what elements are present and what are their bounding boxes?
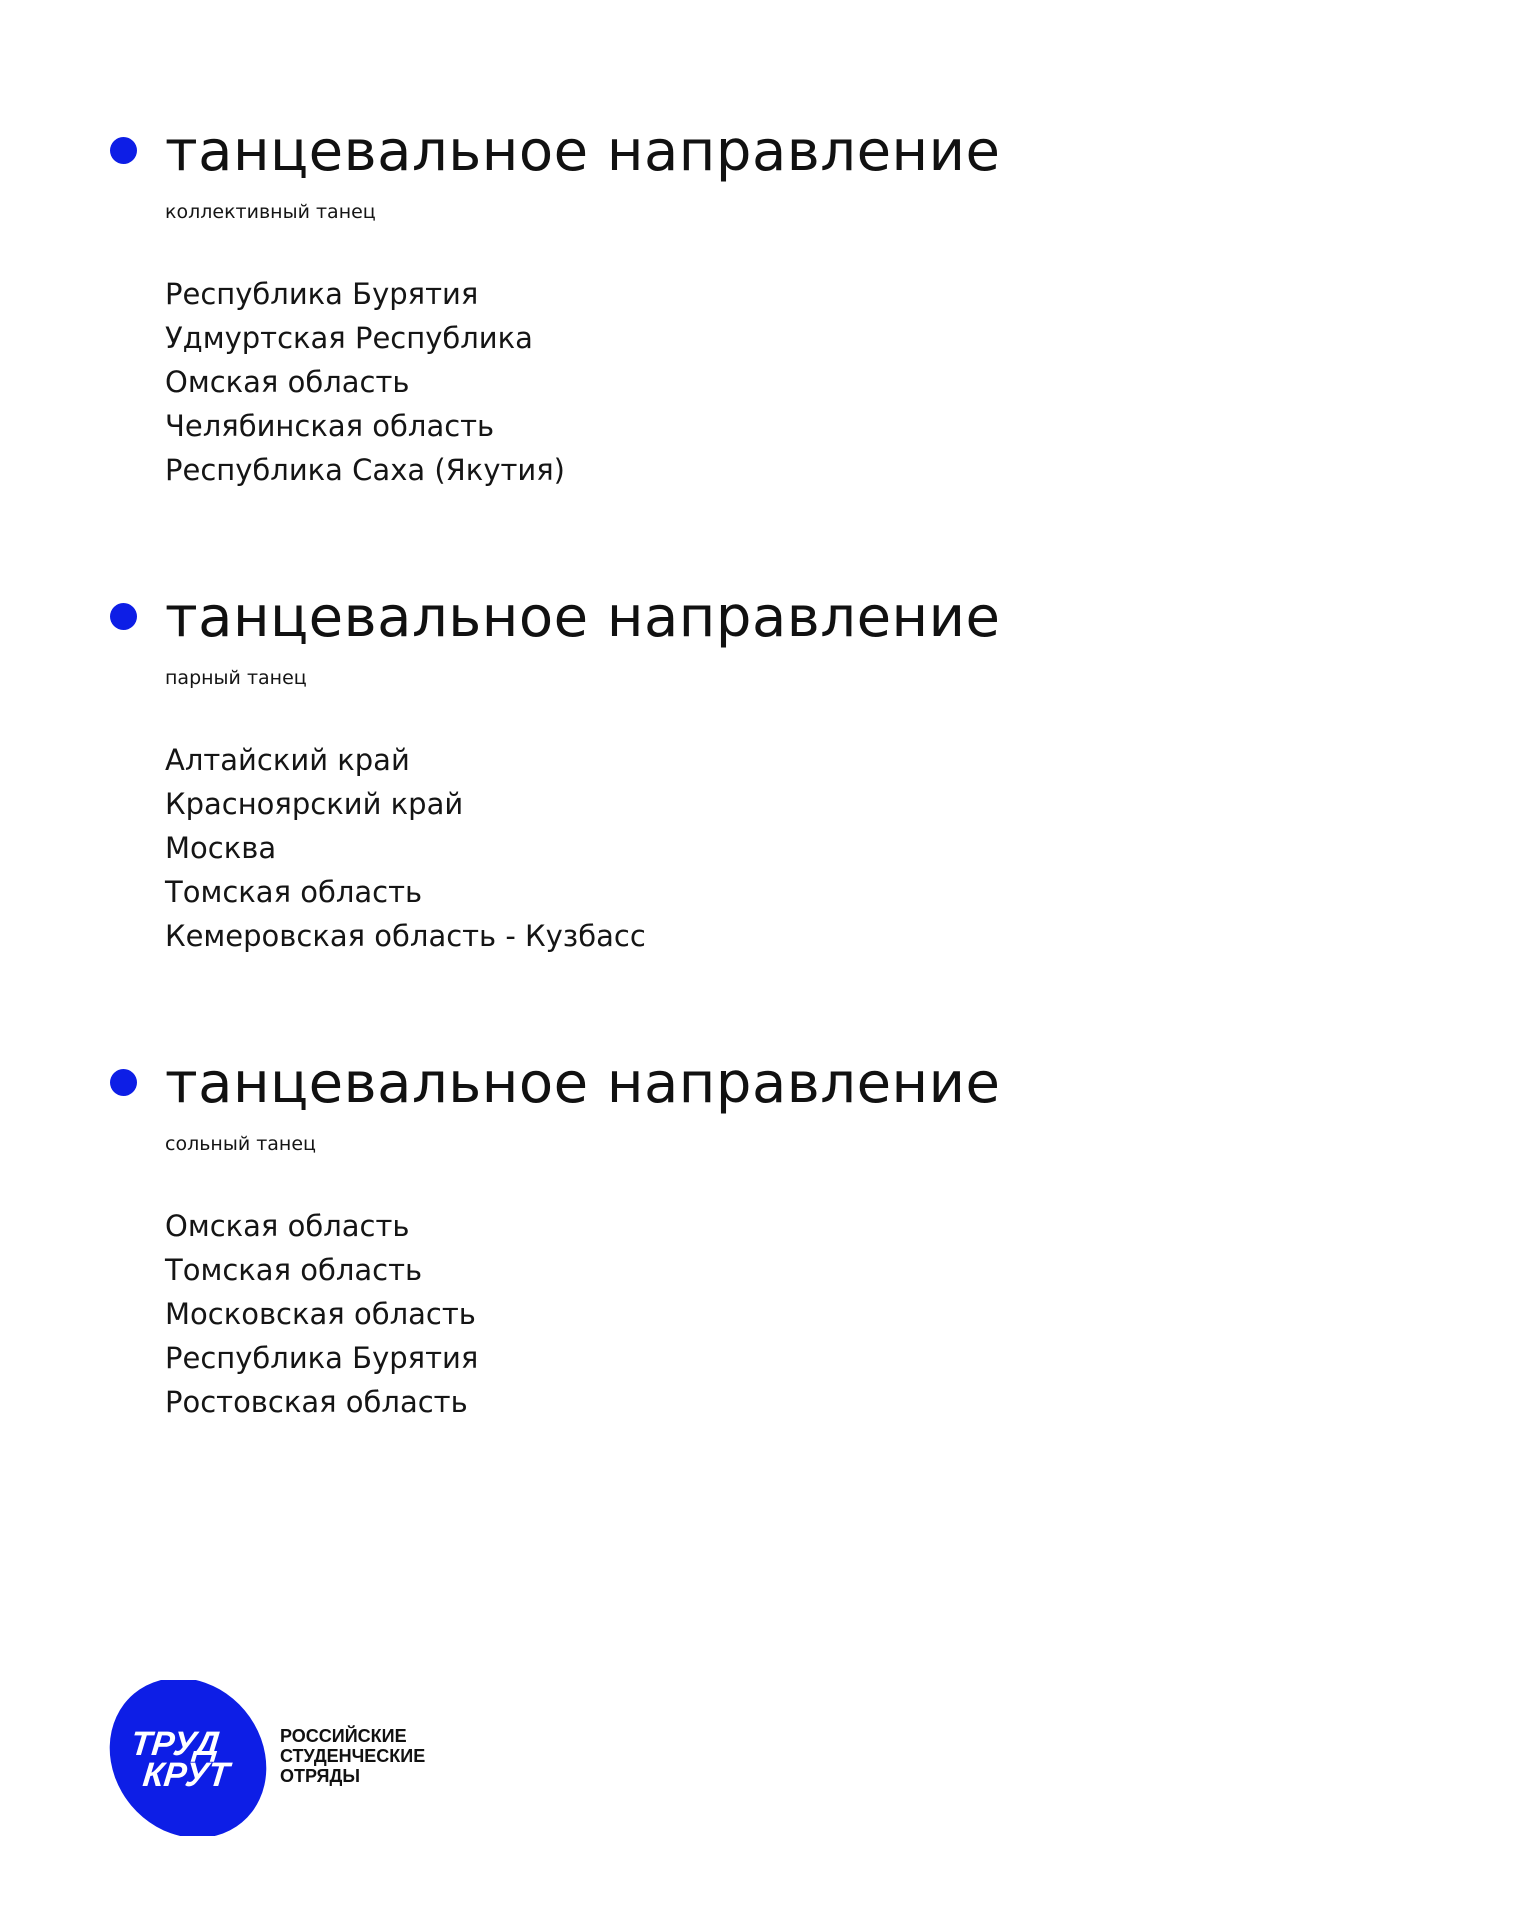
list-item: Алтайский край [165, 743, 410, 777]
list-item: Московская область [165, 1297, 476, 1331]
list-item: Красноярский край [165, 787, 464, 821]
list-item: Республика Саха (Якутия) [165, 453, 565, 487]
section-title: танцевальное направление [165, 1051, 1001, 1116]
org-name-line: ОТРЯДЫ [280, 1766, 360, 1786]
list-item: Удмуртская Республика [165, 321, 533, 355]
section-title: танцевальное направление [165, 585, 1001, 650]
list-item: Омская область [165, 365, 410, 399]
list-item: Омская область [165, 1209, 410, 1243]
section-title: танцевальное направление [165, 119, 1001, 184]
list-item: Ростовская область [165, 1385, 468, 1419]
list-item: Кемеровская область - Кузбасс [165, 919, 646, 953]
list-item: Москва [165, 831, 277, 865]
trud-krut-badge-icon [106, 1680, 278, 1836]
list-item: Республика Бурятия [165, 277, 479, 311]
bullet-icon [110, 603, 137, 630]
list-item: Челябинская область [165, 409, 495, 443]
section-subtitle: сольный танец [165, 1133, 316, 1155]
org-name [280, 1726, 425, 1786]
badge-text-line2: КРУТ [140, 1756, 232, 1794]
list-item: Томская область [165, 1253, 423, 1287]
section-subtitle: парный танец [165, 667, 307, 689]
org-name-line: СТУДЕНЧЕСКИЕ [280, 1746, 426, 1766]
bullet-icon [110, 1069, 137, 1096]
region-list [165, 272, 565, 492]
trud-krut-logo [106, 1680, 446, 1840]
bullet-icon [110, 137, 137, 164]
region-list [165, 738, 646, 958]
section-subtitle: коллективный танец [165, 201, 376, 223]
org-name-line: РОССИЙСКИЕ [280, 1726, 407, 1746]
badge-text-line1: ТРУД [129, 1725, 222, 1763]
list-item: Томская область [165, 875, 423, 909]
region-list [165, 1204, 478, 1424]
list-item: Республика Бурятия [165, 1341, 479, 1375]
